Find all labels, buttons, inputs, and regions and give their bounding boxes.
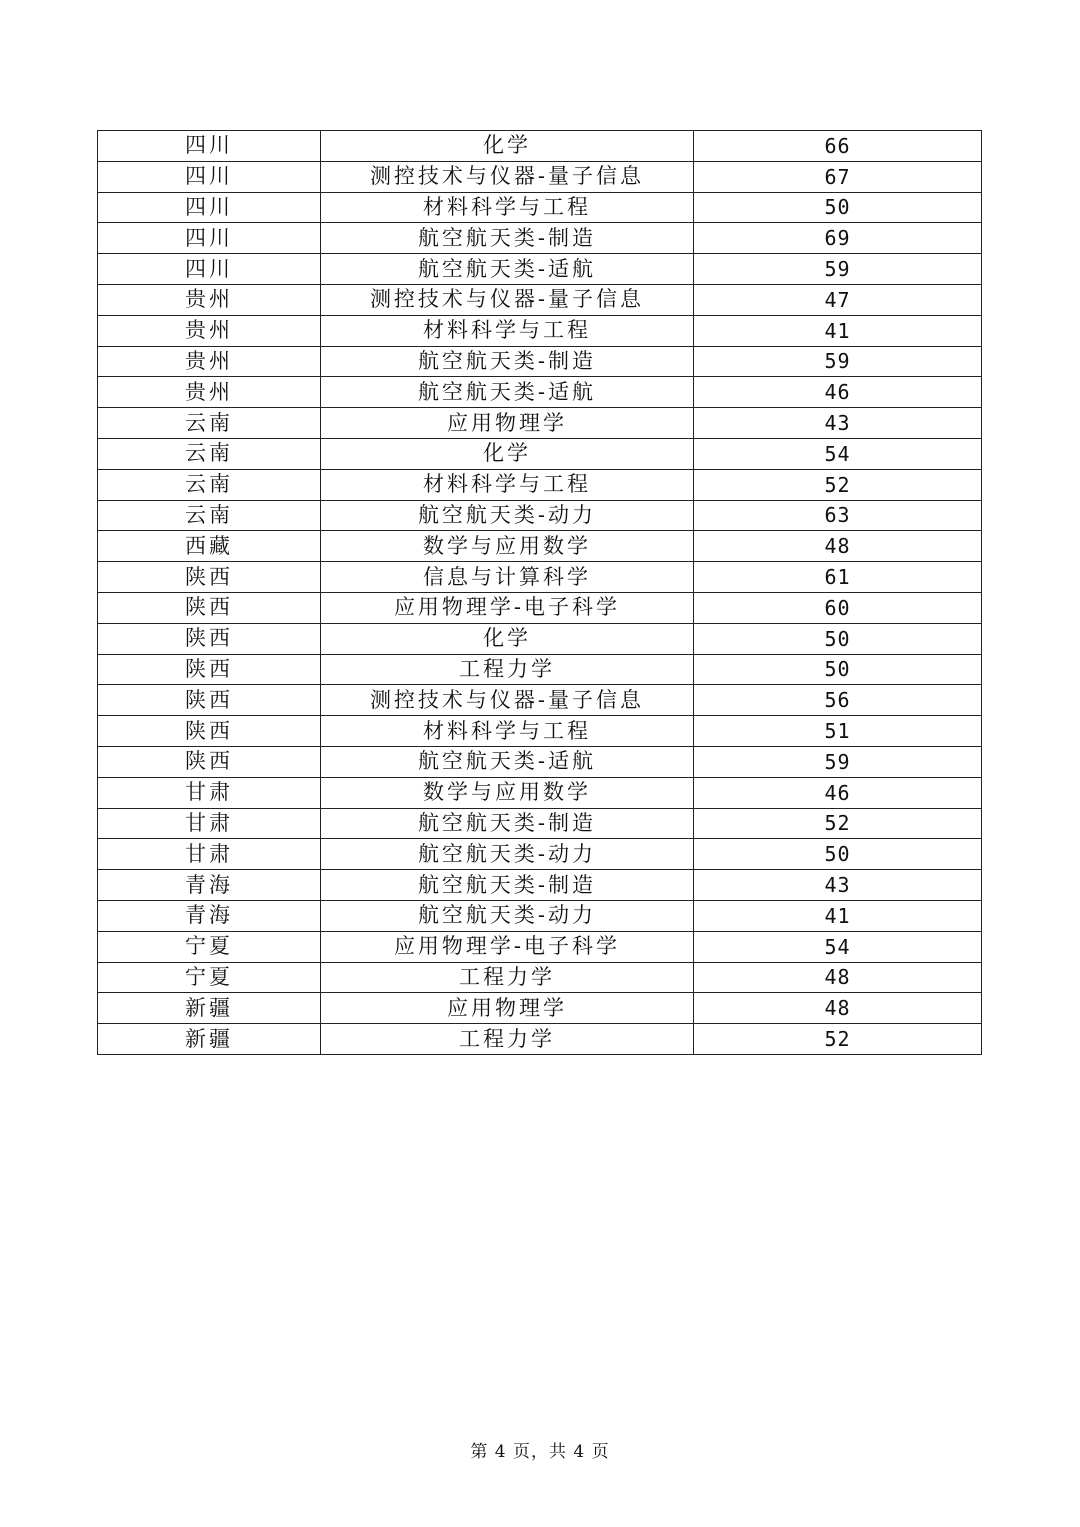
province-cell: 甘肃 xyxy=(98,839,321,870)
table-row xyxy=(98,500,982,531)
score-cell: 47 xyxy=(694,284,982,315)
province-cell: 陕西 xyxy=(98,623,321,654)
province-cell: 宁夏 xyxy=(98,931,321,962)
table-row xyxy=(98,654,982,685)
major-cell: 化学 xyxy=(321,131,694,162)
table-row xyxy=(98,346,982,377)
major-cell: 数学与应用数学 xyxy=(321,531,694,562)
table-row xyxy=(98,685,982,716)
major-cell: 测控技术与仪器-量子信息 xyxy=(321,284,694,315)
score-cell: 54 xyxy=(694,931,982,962)
major-cell: 材料科学与工程 xyxy=(321,716,694,747)
table-row xyxy=(98,161,982,192)
major-cell: 应用物理学-电子科学 xyxy=(321,592,694,623)
table-row xyxy=(98,562,982,593)
major-cell: 航空航天类-适航 xyxy=(321,377,694,408)
score-cell: 59 xyxy=(694,746,982,777)
province-cell: 甘肃 xyxy=(98,808,321,839)
score-cell: 67 xyxy=(694,161,982,192)
major-cell: 化学 xyxy=(321,438,694,469)
table-row xyxy=(98,284,982,315)
table-row xyxy=(98,592,982,623)
major-cell: 航空航天类-动力 xyxy=(321,500,694,531)
score-cell: 59 xyxy=(694,254,982,285)
province-cell: 陕西 xyxy=(98,562,321,593)
major-cell: 测控技术与仪器-量子信息 xyxy=(321,161,694,192)
score-cell: 46 xyxy=(694,377,982,408)
table-row xyxy=(98,1024,982,1055)
score-cell: 48 xyxy=(694,962,982,993)
score-cell: 48 xyxy=(694,993,982,1024)
table-row xyxy=(98,531,982,562)
table-row xyxy=(98,254,982,285)
major-cell: 航空航天类-制造 xyxy=(321,808,694,839)
province-cell: 陕西 xyxy=(98,685,321,716)
table-body xyxy=(98,131,982,1055)
province-cell: 青海 xyxy=(98,870,321,901)
score-cell: 60 xyxy=(694,592,982,623)
province-cell: 新疆 xyxy=(98,1024,321,1055)
score-cell: 50 xyxy=(694,192,982,223)
province-cell: 云南 xyxy=(98,469,321,500)
province-cell: 贵州 xyxy=(98,346,321,377)
province-cell: 云南 xyxy=(98,500,321,531)
score-cell: 52 xyxy=(694,1024,982,1055)
province-cell: 云南 xyxy=(98,408,321,439)
score-cell: 69 xyxy=(694,223,982,254)
table-row xyxy=(98,192,982,223)
major-cell: 材料科学与工程 xyxy=(321,192,694,223)
score-cell: 48 xyxy=(694,531,982,562)
major-cell: 工程力学 xyxy=(321,654,694,685)
table-row xyxy=(98,839,982,870)
major-cell: 航空航天类-制造 xyxy=(321,870,694,901)
province-cell: 陕西 xyxy=(98,592,321,623)
province-cell: 四川 xyxy=(98,161,321,192)
major-cell: 航空航天类-制造 xyxy=(321,346,694,377)
province-cell: 宁夏 xyxy=(98,962,321,993)
table-row xyxy=(98,469,982,500)
score-cell: 61 xyxy=(694,562,982,593)
table-row xyxy=(98,962,982,993)
province-cell: 陕西 xyxy=(98,746,321,777)
major-cell: 工程力学 xyxy=(321,962,694,993)
table-row xyxy=(98,993,982,1024)
score-cell: 52 xyxy=(694,808,982,839)
province-cell: 新疆 xyxy=(98,993,321,1024)
table-row xyxy=(98,623,982,654)
province-cell: 云南 xyxy=(98,438,321,469)
major-cell: 航空航天类-动力 xyxy=(321,839,694,870)
score-cell: 51 xyxy=(694,716,982,747)
score-cell: 43 xyxy=(694,870,982,901)
page-footer: 第 4 页，共 4 页 xyxy=(470,1442,610,1462)
province-cell: 四川 xyxy=(98,192,321,223)
major-cell: 材料科学与工程 xyxy=(321,469,694,500)
major-cell: 工程力学 xyxy=(321,1024,694,1055)
province-cell: 贵州 xyxy=(98,377,321,408)
admission-score-table xyxy=(97,130,982,1055)
major-cell: 信息与计算科学 xyxy=(321,562,694,593)
table-row xyxy=(98,777,982,808)
province-cell: 甘肃 xyxy=(98,777,321,808)
table-row xyxy=(98,716,982,747)
table-row xyxy=(98,746,982,777)
major-cell: 航空航天类-适航 xyxy=(321,746,694,777)
score-cell: 52 xyxy=(694,469,982,500)
score-cell: 50 xyxy=(694,839,982,870)
province-cell: 贵州 xyxy=(98,284,321,315)
major-cell: 应用物理学-电子科学 xyxy=(321,931,694,962)
province-cell: 四川 xyxy=(98,223,321,254)
score-cell: 41 xyxy=(694,900,982,931)
score-cell: 41 xyxy=(694,315,982,346)
table-row xyxy=(98,408,982,439)
table-row xyxy=(98,131,982,162)
province-cell: 陕西 xyxy=(98,654,321,685)
score-cell: 43 xyxy=(694,408,982,439)
province-cell: 陕西 xyxy=(98,716,321,747)
table-row xyxy=(98,438,982,469)
table-row xyxy=(98,870,982,901)
major-cell: 化学 xyxy=(321,623,694,654)
score-cell: 56 xyxy=(694,685,982,716)
major-cell: 材料科学与工程 xyxy=(321,315,694,346)
province-cell: 青海 xyxy=(98,900,321,931)
province-cell: 西藏 xyxy=(98,531,321,562)
score-cell: 63 xyxy=(694,500,982,531)
major-cell: 航空航天类-制造 xyxy=(321,223,694,254)
province-cell: 四川 xyxy=(98,131,321,162)
table-row xyxy=(98,900,982,931)
table-row xyxy=(98,315,982,346)
score-cell: 50 xyxy=(694,654,982,685)
table-row xyxy=(98,808,982,839)
score-cell: 66 xyxy=(694,131,982,162)
major-cell: 数学与应用数学 xyxy=(321,777,694,808)
score-cell: 59 xyxy=(694,346,982,377)
table-row xyxy=(98,223,982,254)
table-row xyxy=(98,931,982,962)
score-cell: 50 xyxy=(694,623,982,654)
major-cell: 航空航天类-适航 xyxy=(321,254,694,285)
major-cell: 应用物理学 xyxy=(321,993,694,1024)
major-cell: 航空航天类-动力 xyxy=(321,900,694,931)
major-cell: 应用物理学 xyxy=(321,408,694,439)
score-cell: 54 xyxy=(694,438,982,469)
table-row xyxy=(98,377,982,408)
province-cell: 贵州 xyxy=(98,315,321,346)
major-cell: 测控技术与仪器-量子信息 xyxy=(321,685,694,716)
province-cell: 四川 xyxy=(98,254,321,285)
score-cell: 46 xyxy=(694,777,982,808)
